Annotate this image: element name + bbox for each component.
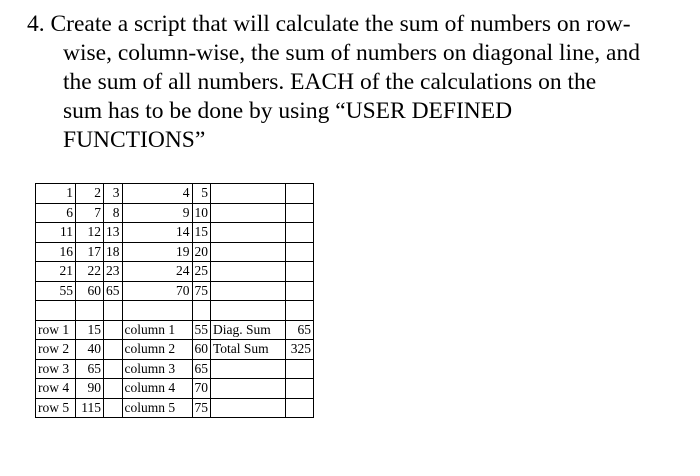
total-sum-label[interactable]: Total Sum: [211, 340, 286, 360]
matrix-cell[interactable]: 18: [104, 242, 123, 262]
empty-cell[interactable]: [211, 242, 286, 262]
row-sum-label[interactable]: row 2: [36, 340, 76, 360]
empty-cell[interactable]: [104, 301, 123, 321]
column-sum-cell[interactable]: 70: [122, 281, 192, 301]
column-sum-label[interactable]: column 4: [122, 379, 192, 399]
matrix-cell[interactable]: 11: [36, 223, 76, 243]
empty-cell[interactable]: [104, 320, 123, 340]
question-line-5: FUNCTIONS”: [63, 127, 206, 153]
diag-sum-value[interactable]: 65: [286, 320, 314, 340]
question-line-4: sum has to be done by using “USER DEFINED: [63, 98, 513, 124]
empty-cell[interactable]: [104, 340, 123, 360]
matrix-cell[interactable]: 3: [104, 184, 123, 204]
empty-cell[interactable]: [211, 398, 286, 418]
empty-cell[interactable]: [192, 301, 211, 321]
spreadsheet-table: [35, 183, 314, 418]
matrix-cell[interactable]: 24: [122, 262, 192, 282]
empty-cell[interactable]: [211, 301, 286, 321]
empty-cell[interactable]: [211, 203, 286, 223]
question-text: [27, 10, 687, 155]
matrix-cell[interactable]: 21: [36, 262, 76, 282]
matrix-cell[interactable]: 7: [76, 203, 104, 223]
empty-cell[interactable]: [286, 184, 314, 204]
column-sum-cell[interactable]: 65: [104, 281, 123, 301]
empty-cell[interactable]: [211, 184, 286, 204]
matrix-cell[interactable]: 8: [104, 203, 123, 223]
column-sum-label[interactable]: column 5: [122, 398, 192, 418]
summary-row: [36, 359, 314, 379]
empty-cell[interactable]: [286, 281, 314, 301]
matrix-cell[interactable]: 9: [122, 203, 192, 223]
empty-cell[interactable]: [286, 203, 314, 223]
empty-cell[interactable]: [286, 359, 314, 379]
column-sum-cell[interactable]: 75: [192, 281, 211, 301]
empty-cell[interactable]: [286, 242, 314, 262]
column-sum-label[interactable]: column 3: [122, 359, 192, 379]
empty-cell[interactable]: [211, 262, 286, 282]
diag-sum-label[interactable]: Diag. Sum: [211, 320, 286, 340]
matrix-cell[interactable]: 4: [122, 184, 192, 204]
empty-cell[interactable]: [211, 359, 286, 379]
column-sum-row: [36, 281, 314, 301]
matrix-cell[interactable]: 20: [192, 242, 211, 262]
question-line-1: 4. Create a script that will calculate the sum of numbers on row-: [27, 11, 631, 37]
row-sum-label[interactable]: row 4: [36, 379, 76, 399]
empty-cell[interactable]: [286, 262, 314, 282]
matrix-cell[interactable]: 16: [36, 242, 76, 262]
matrix-cell[interactable]: 13: [104, 223, 123, 243]
empty-cell[interactable]: [211, 281, 286, 301]
column-sum-cell[interactable]: 55: [36, 281, 76, 301]
matrix-row: [36, 242, 314, 262]
empty-cell[interactable]: [104, 379, 123, 399]
empty-cell[interactable]: [286, 398, 314, 418]
empty-cell[interactable]: [286, 223, 314, 243]
blank-row: [36, 301, 314, 321]
matrix-cell[interactable]: 17: [76, 242, 104, 262]
column-sum-label[interactable]: column 1: [122, 320, 192, 340]
empty-cell[interactable]: [286, 301, 314, 321]
empty-cell[interactable]: [286, 379, 314, 399]
empty-cell[interactable]: [104, 398, 123, 418]
matrix-cell[interactable]: 14: [122, 223, 192, 243]
matrix-cell[interactable]: 5: [192, 184, 211, 204]
matrix-cell[interactable]: 10: [192, 203, 211, 223]
question-line-2: wise, column-wise, the sum of numbers on diagonal line, and: [63, 40, 640, 66]
column-sum-value[interactable]: 60: [192, 340, 211, 360]
matrix-cell[interactable]: 2: [76, 184, 104, 204]
matrix-cell[interactable]: 1: [36, 184, 76, 204]
column-sum-cell[interactable]: 60: [76, 281, 104, 301]
row-sum-value[interactable]: 65: [76, 359, 104, 379]
row-sum-label[interactable]: row 3: [36, 359, 76, 379]
row-sum-label[interactable]: row 1: [36, 320, 76, 340]
matrix-row: [36, 203, 314, 223]
matrix-cell[interactable]: 12: [76, 223, 104, 243]
matrix-cell[interactable]: 25: [192, 262, 211, 282]
matrix-row: [36, 223, 314, 243]
column-sum-value[interactable]: 55: [192, 320, 211, 340]
empty-cell[interactable]: [36, 301, 76, 321]
empty-cell[interactable]: [211, 223, 286, 243]
empty-cell[interactable]: [104, 359, 123, 379]
summary-row: [36, 340, 314, 360]
matrix-row: [36, 184, 314, 204]
row-sum-value[interactable]: 115: [76, 398, 104, 418]
row-sum-value[interactable]: 40: [76, 340, 104, 360]
summary-row: [36, 398, 314, 418]
matrix-cell[interactable]: 19: [122, 242, 192, 262]
row-sum-value[interactable]: 90: [76, 379, 104, 399]
summary-row: [36, 379, 314, 399]
matrix-cell[interactable]: 22: [76, 262, 104, 282]
column-sum-value[interactable]: 65: [192, 359, 211, 379]
empty-cell[interactable]: [211, 379, 286, 399]
row-sum-value[interactable]: 15: [76, 320, 104, 340]
matrix-cell[interactable]: 15: [192, 223, 211, 243]
matrix-row: [36, 262, 314, 282]
total-sum-value[interactable]: 325: [286, 340, 314, 360]
question-line-3: the sum of all numbers. EACH of the calculations on the: [63, 69, 597, 95]
column-sum-value[interactable]: 75: [192, 398, 211, 418]
column-sum-label[interactable]: column 2: [122, 340, 192, 360]
matrix-cell[interactable]: 23: [104, 262, 123, 282]
question-number: 4.: [27, 11, 45, 37]
empty-cell[interactable]: [76, 301, 104, 321]
summary-row: [36, 320, 314, 340]
empty-cell[interactable]: [122, 301, 192, 321]
matrix-cell[interactable]: 6: [36, 203, 76, 223]
row-sum-label[interactable]: row 5: [36, 398, 76, 418]
column-sum-value[interactable]: 70: [192, 379, 211, 399]
